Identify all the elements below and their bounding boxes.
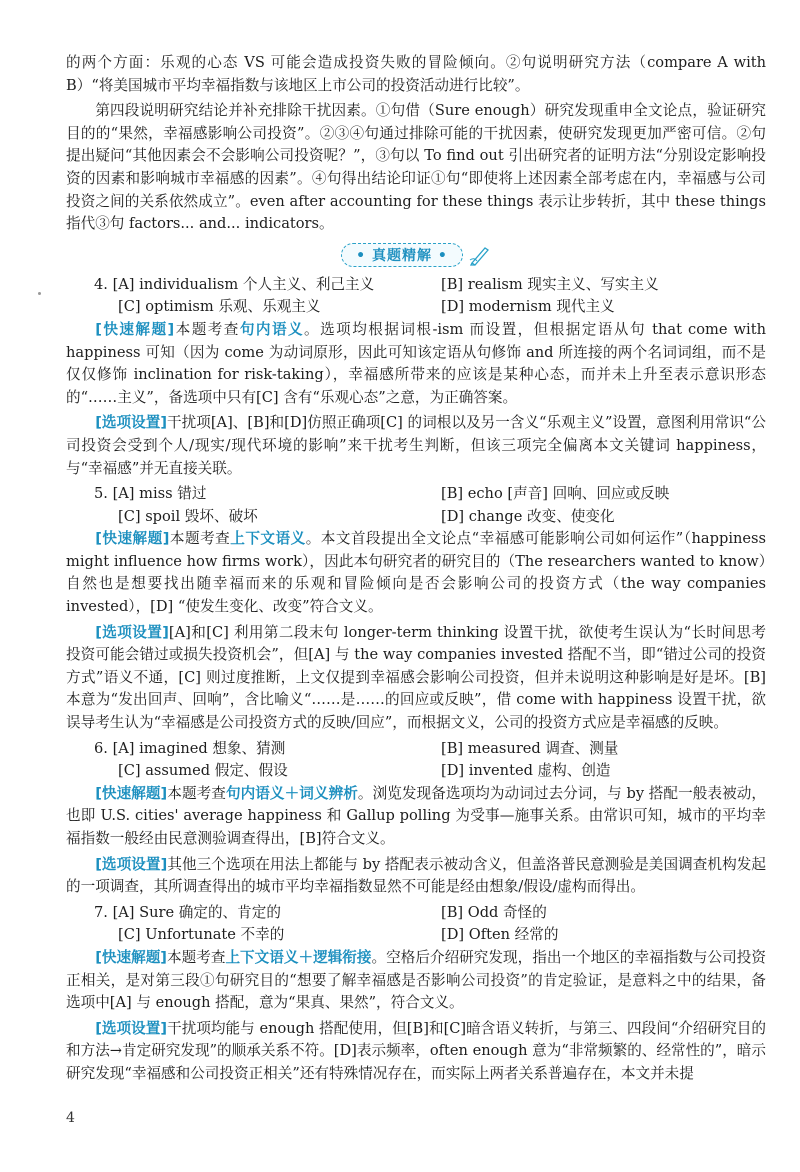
quick-solution-keyword: 上下文语义 [230,530,306,548]
quick-solution-pre: 本题考查 [166,948,226,966]
quick-solution-text: 。空格后介绍研究发现，指出一个地区的幸福指数与公司投资正相关，是对第三段①句研究目的“想要了解幸福感是否影响公司投资”的肯定验证，是意料之中的结果，备选项中[A] 与 enough 搭配，意为“果真、果然”，符合文义。 [66,948,766,1012]
quick-solution-pre: 本题考查 [167,784,226,802]
quick-solution-tag: [快速解题] [95,320,175,338]
quick-solution-tag: [快速解题] [95,530,170,548]
quick-solution [66,783,766,851]
section-header [66,242,766,268]
option-setting-text: 干扰项均能与 enough 搭配使用，但[B]和[C]暗含语义转折，与第三、四段间“介绍研究目的和方法→肯定研究发现”的顺承关系不符。[D]表示频率，often enough 意为“非常频繁的、经常性的”，暗示研究发现“幸福感和公司投资正相关”还有特殊情况存在，而实际上两者关系普遍存在，本文并未提 [66,1019,767,1082]
quick-solution-tag: [快速解题] [95,784,168,802]
quick-solution-pre: 本题考查 [174,320,240,338]
intro-paragraph-2: 第四段说明研究结论并补充排除干扰因素。①句借（Sure enough）研究发现重申全文论点，验证研究目的的“果然，幸福感影响公司投资”。②③④句通过排除可能的干扰因素，使研究发现更加严密可信。②句提出疑问“其他因素会不会影响公司投资呢？”，③句以 To find out 引出研究者的证明方法“分别设定影响投资的因素和影响城市幸福感的因素”。④句得出结论印证①句“即使将上述因素全部考虑在内，幸福感与公司投资之间的关系依然成立”。even after accounting for these things 表示让步转折，其中 these things 指代③句 factors... and... indicators。 [66,102,766,233]
option-a: 5. [A] miss 错过 [94,485,207,503]
document-page [66,52,766,1089]
quick-solution-keyword: 句内语义＋词义辨析 [225,784,358,802]
quick-solution-tag: [快速解题] [95,948,167,966]
quick-solution [66,528,766,618]
scan-dot [38,292,41,295]
pen-icon [469,244,491,266]
option-setting [66,854,766,899]
question-7 [66,902,766,1086]
option-d: [D] Often 经常的 [441,926,559,944]
quick-solution-text: 。本文首段提出全文论点“幸福感可能影响公司如何运作”（happiness might influence how firms work），因此本句研究者的研究目的（The researchers wanted to know）自然也是想要找出随幸福而来的乐观和冒险倾向是否会影响公司的投资方式（the way companies invested），[D] “使发生变化、改变”符合文义。 [66,530,766,616]
option-setting-tag: [选项设置] [95,855,168,873]
option-d: [D] modernism 现代主义 [441,298,615,316]
intro-paragraph-1: 的两个方面：乐观的心态 VS 可能会造成投资失败的冒险倾向。②句说明研究方法（compare A with B）“将美国城市平均幸福指数与该地区上市公司的投资活动进行比较”。 [66,54,766,94]
quick-solution-keyword: 上下文语义＋逻辑衔接 [225,948,372,966]
quick-solution-pre: 本题考查 [169,530,231,548]
quick-solution-text: 。浏览发现备选项均为动词过去分词，与 by 搭配一般表被动，也即 U.S. cities' average happiness 和 Gallup polling 为受事—施事关系。由常识可知，城市的平均幸福指数一般经由民意测验调查得出，[B]符合文义。 [66,784,766,847]
quick-solution [66,947,766,1015]
option-setting-text: [A]和[C] 利用第二段末句 longer-term thinking 设置干扰，欲使考生误认为“长时间思考投资可能会错过或损失投资机会”，但[A] 与 the way companies invested 搭配不当，即“错过公司的投资方式”语义不通，[C] 则过度推断，上文仅提到幸福感会影响公司投资，但并未说明这种影响是好是坏。[B] 本意为“发出回声、回响”，含比喻义“……是……的回应或反映”，借 come with happiness 设置干扰，欲误导考生认为“幸福感是公司投资方式的反映/回应”，而根据文义，公司的投资方式应是幸福感的反映。 [66,623,766,732]
option-setting-tag: [选项设置] [95,1019,168,1037]
option-d: [D] change 改变、使变化 [441,507,615,525]
option-a: 4. [A] individualism 个人主义、利己主义 [94,275,375,293]
quick-solution-text: 。选项均根据词根-ism 而设置，但根据定语从句 that come with happiness 可知（因为 come 为动词原形，因此可知该定语从句修饰 and 所连接的两个名词词组，而不是仅仅修饰 inclination for risk-taking），幸福感所带来的应该是某种心态，而并未上升至表示意识形态的“……主义”，备选项中只有[C] 含有“乐观心态”之意，为正确答案。 [66,320,766,406]
option-setting [66,1018,766,1086]
section-title: • 真题精解 • [341,243,463,267]
option-c: [C] optimism 乐观、乐观主义 [118,298,321,316]
option-setting [66,412,766,480]
option-c: [C] Unfortunate 不幸的 [118,926,285,944]
quick-solution [66,319,766,409]
option-a: 7. [A] Sure 确定的、肯定的 [94,903,281,921]
option-c: [C] spoil 毁坏、破坏 [118,507,258,525]
option-a: 6. [A] imagined 想象、猜测 [94,739,286,757]
option-setting-tag: [选项设置] [95,414,167,432]
option-setting [66,622,766,735]
option-d: [D] invented 虚构、创造 [441,762,611,780]
question-6 [66,738,766,899]
option-b: [B] echo [声音] 回响、回应或反映 [441,485,670,503]
option-b: [B] Odd 奇怪的 [441,903,547,921]
option-b: [B] measured 调查、测量 [441,739,619,757]
option-c: [C] assumed 假定、假设 [118,762,288,780]
option-setting-tag: [选项设置] [95,623,169,641]
option-setting-text: 干扰项[A]、[B]和[D]仿照正确项[C] 的词根以及另一含义“乐观主义”设置，意图利用常识“公司投资会受到个人/现实/现代环境的影响”来干扰考生判断，但该三项完全偏离本文关键词 happiness，与“幸福感”并无直接关联。 [66,414,767,477]
question-4 [66,274,766,480]
question-5 [66,483,766,735]
page-number: 4 [66,1110,75,1126]
option-b: [B] realism 现实主义、写实主义 [441,275,659,293]
option-setting-text: 其他三个选项在用法上都能与 by 搭配表示被动含义，但盖洛普民意测验是美国调查机构发起的一项调查，其所调查得出的城市平均幸福指数显然不可能是经由想象/假设/虚构而得出。 [66,855,767,896]
quick-solution-keyword: 句内语义 [239,320,305,338]
